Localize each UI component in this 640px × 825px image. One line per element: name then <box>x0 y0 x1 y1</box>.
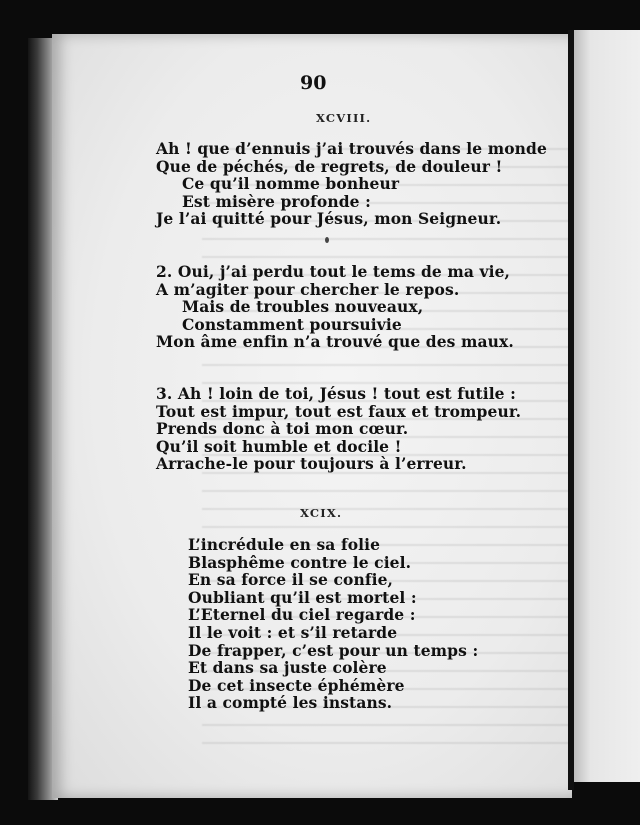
hymn-98-verse-1 <box>156 140 547 228</box>
next-page-edge <box>574 30 640 782</box>
verse-line: Oubliant qu’il est mortel : <box>188 587 417 607</box>
hymn-98-verse-2 <box>156 263 514 351</box>
verse-line: 2. Oui, j’ai perdu tout le tems de ma vie, <box>156 262 511 281</box>
verse-line: Tout est impur, tout est faux et trompeur. <box>156 401 522 421</box>
verse-line: Ce qu’il nomme bonheur <box>182 174 400 194</box>
verse-line: 3. Ah ! loin de toi, Jésus ! tout est futile : <box>156 384 516 403</box>
verse-line: Est misère profonde : <box>182 191 371 211</box>
verse-line: De frapper, c’est pour un temps : <box>188 640 479 660</box>
hymn-98-verse-3 <box>156 385 521 473</box>
verse-line: Mon âme enfin n’a trouvé que des maux. <box>156 332 514 352</box>
verse-line: Arrache-le pour toujours à l’erreur. <box>156 454 467 474</box>
verse-line: Il le voit : et s’il retarde <box>188 622 398 642</box>
verse-line: De cet insecte éphémère <box>188 675 405 695</box>
verse-line: Constamment poursuivie <box>182 314 402 334</box>
verse-line: L’incrédule en sa folie <box>188 535 381 554</box>
verse-line: Ah ! que d’ennuis j’ai trouvés dans le monde <box>156 139 547 158</box>
verse-line: En sa force il se confie, <box>188 570 394 590</box>
page-number: 90 <box>300 72 327 94</box>
ink-speck <box>325 237 329 243</box>
verse-line: Je l’ai quitté pour Jésus, mon Seigneur. <box>156 209 502 229</box>
hymn-number-99: XCIX. <box>300 506 343 520</box>
hymn-number-98: XCVIII. <box>316 111 372 125</box>
verse-line: Que de péchés, de regrets, de douleur ! <box>156 156 503 176</box>
verse-line: Qu’il soit humble et docile ! <box>156 436 402 456</box>
verse-line: Mais de troubles nouveaux, <box>182 297 424 317</box>
hymn-99-verse-1 <box>188 536 478 712</box>
verse-line: A m’agiter pour chercher le repos. <box>156 279 460 299</box>
verse-line: Blasphême contre le ciel. <box>188 552 412 572</box>
verse-line: Il a compté les instans. <box>188 693 393 713</box>
verse-line: L’Eternel du ciel regarde : <box>188 605 416 625</box>
verse-line: Prends donc à toi mon cœur. <box>156 419 409 439</box>
verse-line: Et dans sa juste colère <box>188 658 387 678</box>
